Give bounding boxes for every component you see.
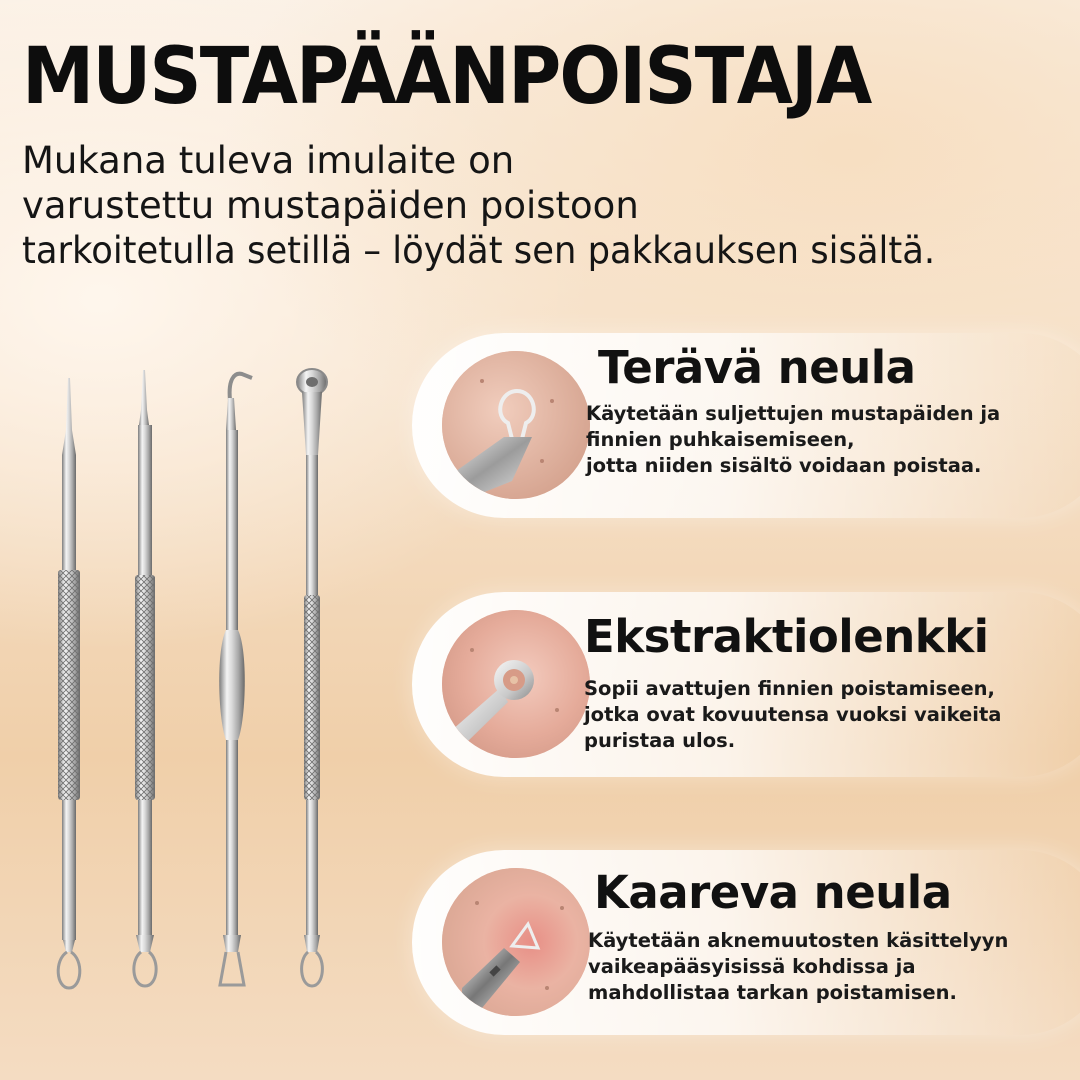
feature-description <box>586 401 1000 479</box>
curved-needle-closeup-icon <box>442 868 590 1016</box>
feature-card-sharp-needle <box>412 333 1080 518</box>
feature-title: Terävä neula <box>598 341 916 394</box>
subtitle <box>22 138 978 273</box>
page-title: MUSTAPÄÄNPOISTAJA <box>22 32 871 122</box>
feature-title: Kaareva neula <box>594 866 952 919</box>
feature-description <box>584 676 1001 754</box>
feature-description-line: mahdollistaa tarkan poistamisen. <box>588 981 957 1004</box>
lancet-loop-tool <box>134 370 156 986</box>
subtitle-line: Mukana tuleva imulaite on <box>22 139 515 182</box>
feature-description <box>588 928 1008 1006</box>
tools-illustration <box>30 360 370 1000</box>
feature-description-line: jotta niiden sisältö voidaan poistaa. <box>586 454 982 477</box>
hook-loop-tool <box>219 374 252 985</box>
feature-title: Ekstraktiolenkki <box>584 610 989 663</box>
feature-description-line: Käytetään suljettujen mustapäiden ja <box>586 402 1001 425</box>
feature-card-curved-needle <box>412 850 1080 1035</box>
feature-description-line: jotka ovat kovuutensa vuoksi vaikeita <box>584 703 1002 726</box>
extraction-loop-closeup-icon <box>442 610 590 758</box>
feature-description-line: vaikeapääsyisissä kohdissa ja <box>588 955 916 978</box>
sharp-needle-closeup-icon <box>442 351 590 499</box>
subtitle-line: varustettu mustapäiden poistoon <box>22 184 639 227</box>
subtitle-line: tarkoitetulla setillä – löydät sen pakkauksen sisältä. <box>22 229 936 272</box>
spoon-loop-tool <box>297 369 327 986</box>
feature-description-line: puristaa ulos. <box>584 729 736 752</box>
feature-description-line: Käytetään aknemuutosten käsittelyyn <box>588 929 1009 952</box>
feature-card-extraction-loop <box>412 592 1080 777</box>
feature-description-line: Sopii avattujen finnien poistamiseen, <box>584 677 995 700</box>
feature-description-line: finnien puhkaisemiseen, <box>586 428 855 451</box>
needle-loop-tool <box>58 378 80 988</box>
